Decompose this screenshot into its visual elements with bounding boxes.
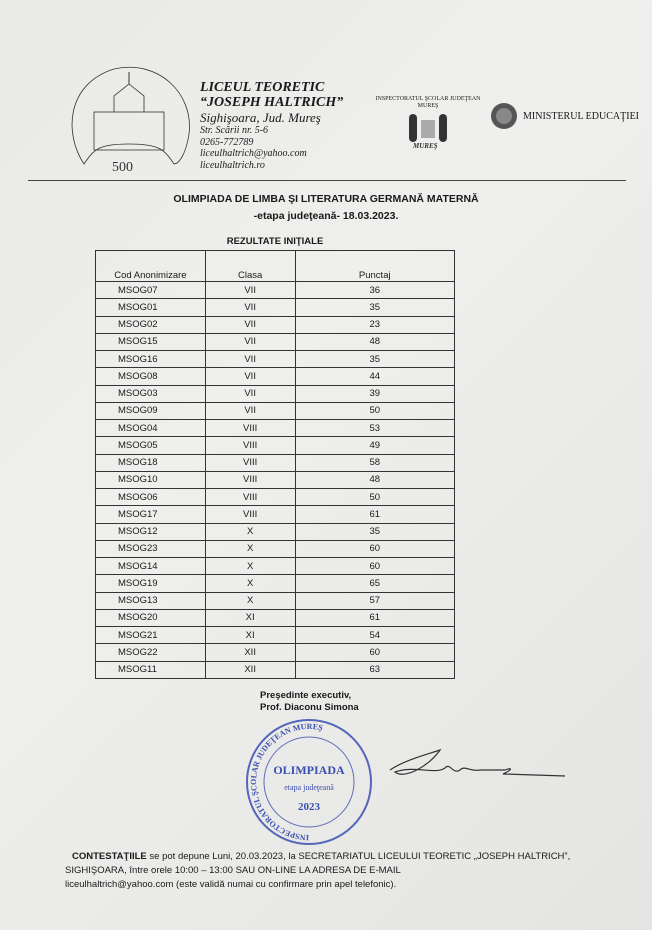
- cell-punctaj: 50: [295, 402, 454, 419]
- cell-clasa: X: [205, 540, 295, 557]
- cell-punctaj: 35: [295, 351, 454, 368]
- ministry-logo: [490, 102, 639, 130]
- cell-cod: MSOG05: [96, 437, 206, 454]
- cell-punctaj: 65: [295, 575, 454, 592]
- table-row: [96, 575, 455, 592]
- cell-cod: MSOG16: [96, 351, 206, 368]
- cell-punctaj: 63: [295, 661, 454, 678]
- cell-punctaj: 35: [295, 523, 454, 540]
- table-row: [96, 402, 455, 419]
- table-row: [96, 558, 455, 575]
- isj-line1: INSPECTORATUL ŞCOLAR JUDEŢEAN: [375, 96, 481, 102]
- table-row: [96, 282, 455, 299]
- cell-clasa: XII: [205, 661, 295, 678]
- signature-block: [260, 690, 420, 714]
- cell-cod: MSOG10: [96, 471, 206, 488]
- cell-cod: MSOG06: [96, 489, 206, 506]
- cell-clasa: XI: [205, 627, 295, 644]
- appeals-label: CONTESTAŢIILE: [72, 851, 147, 862]
- table-row: [96, 420, 455, 437]
- coat-of-arms-icon: [490, 102, 518, 130]
- table-row: [96, 351, 455, 368]
- school-website: liceulhaltrich.ro: [200, 159, 265, 171]
- cell-punctaj: 61: [295, 506, 454, 523]
- cell-clasa: VII: [205, 368, 295, 385]
- isj-line2: MUREŞ: [417, 103, 439, 109]
- cell-clasa: X: [205, 523, 295, 540]
- stamp-line1: OLIMPIADA: [273, 763, 345, 777]
- school-city: Sighişoara, Jud. Mureş: [200, 110, 321, 125]
- cell-cod: MSOG07: [96, 282, 206, 299]
- official-stamp: [245, 718, 373, 846]
- cell-cod: MSOG14: [96, 558, 206, 575]
- ministry-name: MINISTERUL EDUCAŢIEI: [523, 110, 640, 122]
- appeals-line2: SIGHIŞOARA, între orele 10:00 – 13:00 SAU ON-LINE LA ADRESA DE E-MAIL: [65, 865, 401, 876]
- document-title: OLIMPIADA DE LIMBA ŞI LITERATURA GERMANĂ MATERNĂ: [173, 193, 479, 205]
- cell-clasa: VII: [205, 282, 295, 299]
- isj-logo: [372, 96, 484, 153]
- table-row: [96, 471, 455, 488]
- cell-clasa: VII: [205, 316, 295, 333]
- table-caption: REZULTATE INIŢIALE: [226, 236, 324, 247]
- appeals-notice: [65, 850, 642, 892]
- cell-clasa: VIII: [205, 471, 295, 488]
- cell-clasa: XI: [205, 609, 295, 626]
- cell-cod: MSOG08: [96, 368, 206, 385]
- header-clasa: Clasa: [205, 251, 295, 282]
- cell-punctaj: 60: [295, 644, 454, 661]
- school-email: liceulhaltrich@yahoo.com: [200, 148, 307, 159]
- document-subtitle: -etapa judeţeană- 18.03.2023.: [253, 210, 399, 222]
- table-row: [96, 523, 455, 540]
- table-row: [96, 454, 455, 471]
- cell-punctaj: 36: [295, 282, 454, 299]
- table-row: [96, 644, 455, 661]
- logo-number: 500: [112, 160, 133, 175]
- table-row: [96, 385, 455, 402]
- signatory-name: Prof. Diaconu Simona: [260, 702, 359, 713]
- cell-punctaj: 39: [295, 385, 454, 402]
- cell-cod: MSOG02: [96, 316, 206, 333]
- cell-cod: MSOG19: [96, 575, 206, 592]
- cell-clasa: X: [205, 558, 295, 575]
- cell-cod: MSOG21: [96, 627, 206, 644]
- cell-clasa: VIII: [205, 489, 295, 506]
- cell-punctaj: 50: [295, 489, 454, 506]
- cell-clasa: VII: [205, 351, 295, 368]
- appeals-line3: liceulhaltrich@yahoo.com (este validă numai cu confirmare prin apel telefonic).: [65, 879, 397, 890]
- cell-punctaj: 60: [295, 540, 454, 557]
- cell-cod: MSOG09: [96, 402, 206, 419]
- cell-punctaj: 60: [295, 558, 454, 575]
- table-row: [96, 437, 455, 454]
- svg-text:INSPECTORATUL ŞCOLAR JUDEŢEAN: [249, 722, 324, 842]
- school-name: [200, 80, 343, 110]
- cell-punctaj: 23: [295, 316, 454, 333]
- cell-punctaj: 57: [295, 592, 454, 609]
- cell-clasa: X: [205, 575, 295, 592]
- table-row: [96, 333, 455, 350]
- cell-cod: MSOG15: [96, 333, 206, 350]
- table-row: [96, 489, 455, 506]
- cell-clasa: VIII: [205, 506, 295, 523]
- cell-punctaj: 44: [295, 368, 454, 385]
- cell-clasa: VIII: [205, 454, 295, 471]
- handwritten-signature: [385, 740, 570, 785]
- cell-punctaj: 48: [295, 471, 454, 488]
- cell-punctaj: 35: [295, 299, 454, 316]
- cell-punctaj: 54: [295, 627, 454, 644]
- svg-text:MUREŞ: MUREŞ: [413, 142, 438, 150]
- header-punctaj: Punctaj: [295, 251, 454, 282]
- cell-cod: MSOG22: [96, 644, 206, 661]
- stamp-line2: etapa judeţeană: [284, 783, 334, 792]
- cell-punctaj: 58: [295, 454, 454, 471]
- cell-clasa: VII: [205, 402, 295, 419]
- cell-punctaj: 53: [295, 420, 454, 437]
- cell-cod: MSOG03: [96, 385, 206, 402]
- school-name-line1: LICEUL TEORETIC: [200, 80, 325, 95]
- cell-punctaj: 49: [295, 437, 454, 454]
- table-row: [96, 609, 455, 626]
- cell-cod: MSOG13: [96, 592, 206, 609]
- cell-cod: MSOG18: [96, 454, 206, 471]
- school-logo: [64, 64, 194, 176]
- table-row: [96, 592, 455, 609]
- school-info: [200, 111, 321, 171]
- cell-cod: MSOG01: [96, 299, 206, 316]
- cell-clasa: VIII: [205, 420, 295, 437]
- table-header-row: [96, 251, 455, 282]
- table-row: [96, 368, 455, 385]
- cell-punctaj: 48: [295, 333, 454, 350]
- header-divider: [28, 180, 626, 181]
- results-table: [95, 250, 455, 679]
- stamp-year: 2023: [298, 801, 320, 813]
- table-row: [96, 540, 455, 557]
- cell-cod: MSOG17: [96, 506, 206, 523]
- cell-cod: MSOG11: [96, 661, 206, 678]
- school-address: Str. Scării nr. 5-6: [200, 125, 269, 136]
- cell-punctaj: 61: [295, 609, 454, 626]
- table-row: [96, 627, 455, 644]
- header-cod: Cod Anonimizare: [96, 251, 206, 282]
- cell-clasa: VII: [205, 299, 295, 316]
- table-row: [96, 299, 455, 316]
- cell-clasa: VII: [205, 385, 295, 402]
- school-phone: 0265-772789: [200, 136, 254, 148]
- table-row: [96, 661, 455, 678]
- isj-emblem-icon: [403, 110, 453, 150]
- cell-clasa: VII: [205, 333, 295, 350]
- cell-clasa: X: [205, 592, 295, 609]
- cell-cod: MSOG04: [96, 420, 206, 437]
- cell-clasa: VIII: [205, 437, 295, 454]
- cell-cod: MSOG12: [96, 523, 206, 540]
- signatory-role: Preşedinte executiv,: [260, 690, 352, 701]
- cell-cod: MSOG20: [96, 609, 206, 626]
- school-name-line2: “JOSEPH HALTRICH”: [200, 95, 344, 110]
- appeals-line1: se pot depune Luni, 20.03.2023, la SECRETARIATUL LICEULUI TEORETIC „JOSEPH HALTRICH”,: [146, 851, 571, 862]
- table-row: [96, 506, 455, 523]
- stamp-ring-text: INSPECTORATUL ŞCOLAR JUDEŢEAN MUREŞ: [249, 721, 324, 843]
- table-row: [96, 316, 455, 333]
- cell-clasa: XII: [205, 644, 295, 661]
- cell-cod: MSOG23: [96, 540, 206, 557]
